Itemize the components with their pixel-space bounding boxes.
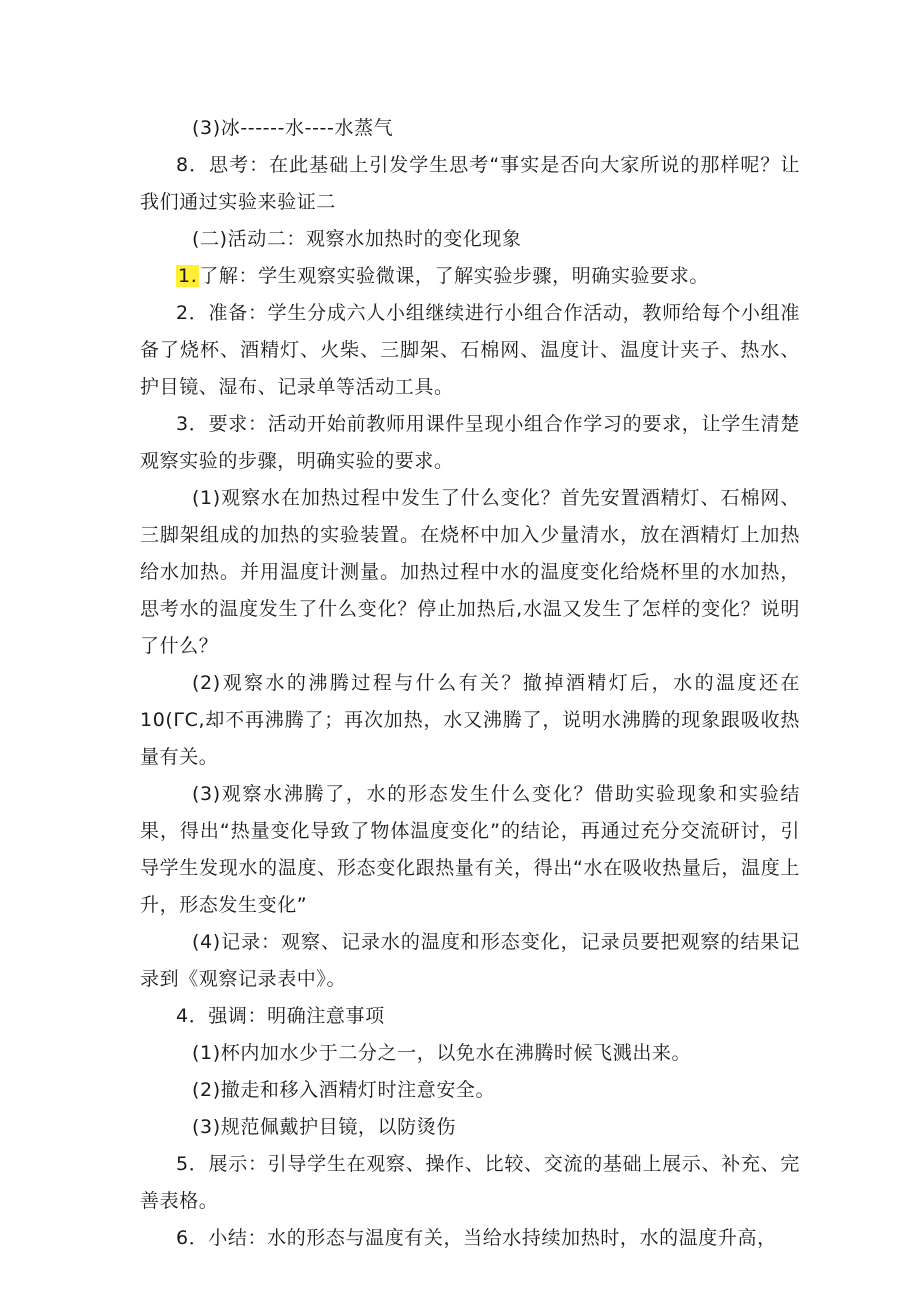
paragraph-requirement-3: 3．要求：活动开始前教师用课件呈现小组合作学习的要求，让学生清楚观察实验的步骤，明确实验的要求。 xyxy=(140,413,800,472)
paragraph-prepare-2: 2．准备：学生分成六人小组继续进行小组合作活动，教师给每个小组准备了烧杯、酒精灯、火柴、三脚架、石棉网、温度计、温度计夹子、热水、护目镜、湿布、记录单等活动工具。 xyxy=(140,302,800,398)
paragraph-note-1: (1)杯内加水少于二分之一，以免水在沸腾时候飞溅出来。 xyxy=(192,1042,692,1064)
document-body xyxy=(140,110,800,1257)
paragraph-record: (4)记录：观察、记录水的温度和形态变化，记录员要把观察的结果记录到《观察记录表中》。 xyxy=(140,931,800,990)
paragraph-observe-boiling: (2)观察水的沸腾过程与什么有关？撤掉酒精灯后，水的温度还在10(ΓC,却不再沸腾了；再次加热，水又沸腾了，说明水沸腾的现象跟吸收热量有关。 xyxy=(140,672,800,768)
highlighted-number: 1. xyxy=(178,265,198,287)
paragraph-observe-form-change: (3)观察水沸腾了，水的形态发生什么变化？借助实验现象和实验结果，得出“热量变化导致了物体温度变化”的结论，再通过充分交流研讨，引导学生发现水的温度、形态变化跟热量有关，得出“水在吸收热量后，温度上升，形态发生变化” xyxy=(140,783,800,916)
paragraph-summary-6: 6．小结：水的形态与温度有关，当给水持续加热时，水的温度升高， xyxy=(176,1227,777,1249)
section-heading-activity-2: (二)活动二：观察水加热时的变化现象 xyxy=(192,228,522,250)
paragraph-understand-1 xyxy=(140,258,800,295)
paragraph-emphasize-4: 4．强调：明确注意事项 xyxy=(176,1005,385,1027)
paragraph-think-8: 8．思考：在此基础上引发学生思考“事实是否向大家所说的那样呢？让我们通过实验来验证二 xyxy=(140,154,800,213)
paragraph-note-2: (2)撤走和移入酒精灯时注意安全。 xyxy=(192,1079,496,1101)
paragraph-ice-water-steam: (3)冰------水----水蒸气 xyxy=(192,117,394,139)
paragraph-understand-text: 了解：学生观察实验微课，了解实验步骤，明确实验要求。 xyxy=(199,265,709,287)
paragraph-display-5: 5．展示：引导学生在观察、操作、比较、交流的基础上展示、补充、完善表格。 xyxy=(140,1153,800,1212)
paragraph-note-3: (3)规范佩戴护目镜，以防烫伤 xyxy=(192,1116,456,1138)
paragraph-observe-heating: (1)观察水在加热过程中发生了什么变化？首先安置酒精灯、石棉网、三脚架组成的加热的实验装置。在烧杯中加入少量清水，放在酒精灯上加热给水加热。并用温度计测量。加热过程中水的温度变化给烧杯里的水加热，思考水的温度发生了什么变化？停止加热后,水温又发生了怎样的变化？说明了什么？ xyxy=(140,487,800,657)
